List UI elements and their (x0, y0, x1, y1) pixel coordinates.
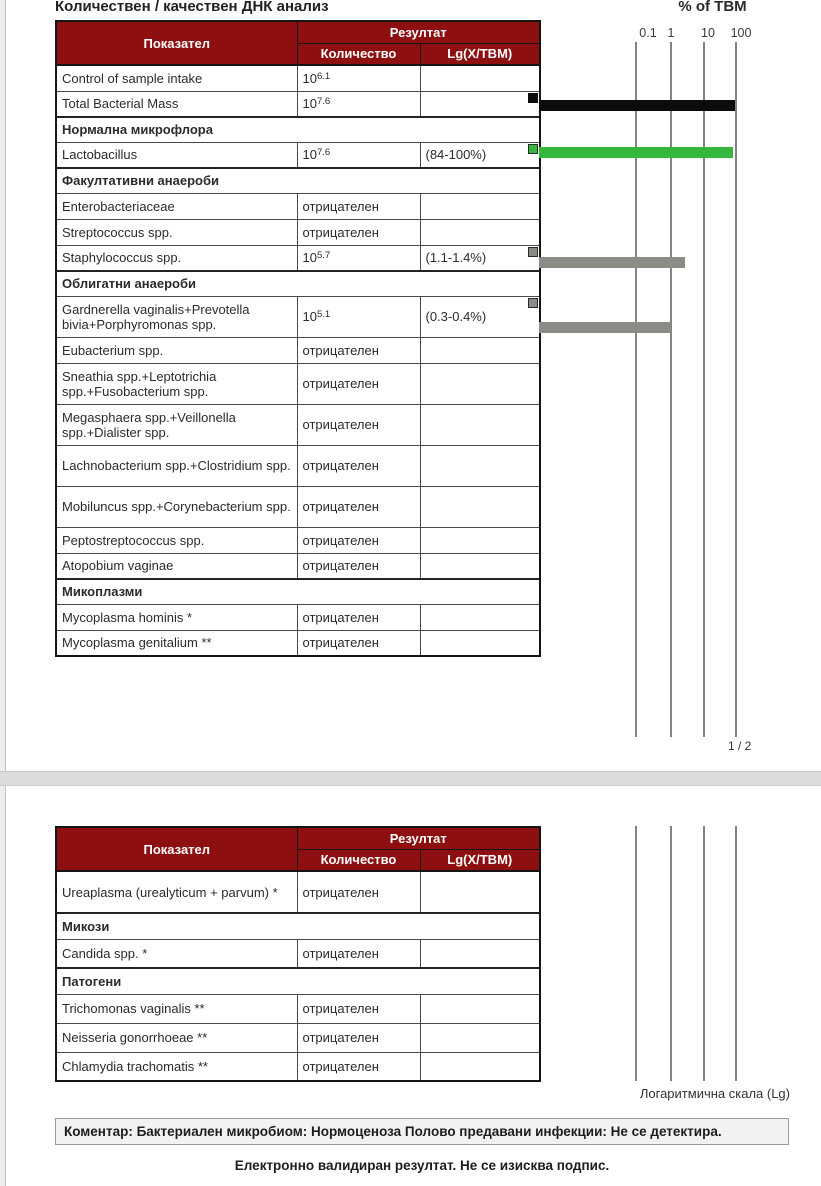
quantity-cell: отрицателен (297, 630, 420, 656)
quantity-cell: отрицателен (297, 193, 420, 219)
lg-cell (420, 1052, 540, 1081)
section-label: Микози (56, 913, 540, 939)
indicator-cell: Mycoplasma hominis * (56, 604, 297, 630)
indicator-cell: Staphylococcus spp. (56, 245, 297, 271)
bar-gardnerella (539, 322, 671, 333)
indicator-cell: Candida spp. * (56, 939, 297, 968)
lg-cell (420, 553, 540, 579)
header-indicator: Показател (56, 21, 297, 65)
table-row (56, 994, 540, 1023)
lg-cell (420, 363, 540, 404)
lg-cell (420, 219, 540, 245)
table-row (56, 871, 540, 913)
indicator-cell: Sneathia spp.+Leptotrichia spp.+Fusobacterium spp. (56, 363, 297, 404)
indicator-cell: Mycoplasma genitalium ** (56, 630, 297, 656)
indicator-cell: Peptostreptococcus spp. (56, 527, 297, 553)
bar-total-bacterial-mass (539, 100, 735, 111)
marker-square-icon (528, 144, 538, 154)
table-row (56, 142, 540, 168)
lg-cell (420, 91, 540, 117)
gridline-100 (735, 826, 737, 1081)
marker-square-icon (528, 298, 538, 308)
indicator-cell: Enterobacteriaceae (56, 193, 297, 219)
table-row (56, 404, 540, 445)
quantity-cell: $10^{6.1}$ (297, 65, 420, 91)
page-number: 1 / 2 (728, 739, 752, 753)
table-row (56, 337, 540, 363)
quantity-cell: отрицателен (297, 445, 420, 486)
table-row (56, 245, 540, 271)
quantity-cell: $10^{5.7}$ (297, 245, 420, 271)
indicator-cell: Eubacterium spp. (56, 337, 297, 363)
indicator-cell: Total Bacterial Mass (56, 91, 297, 117)
comment-box: Коментар: Бактериален микробиом: Нормоценоза Полово предавани инфекции: Не се детектира. (55, 1118, 789, 1145)
section-label: Патогени (56, 968, 540, 994)
page-title: Количествен / качествен ДНК анализ (55, 0, 329, 15)
axis-tick-0.1: 0.1 (639, 26, 657, 40)
header-lg: Lg(X/TBM) (420, 43, 540, 65)
table-row (56, 1023, 540, 1052)
quantity-cell: $10^{7.6}$ (297, 91, 420, 117)
axis-tick-1: 1 (667, 26, 675, 40)
table-row (56, 91, 540, 117)
header-result: Резултат (297, 21, 540, 43)
section-row (56, 968, 540, 994)
results-table-page2 (55, 826, 541, 1082)
section-label: Факултативни анаероби (56, 168, 540, 193)
lg-cell (420, 871, 540, 913)
indicator-cell: Lactobacillus (56, 142, 297, 168)
table-row (56, 1052, 540, 1081)
lg-cell (420, 1023, 540, 1052)
quantity-cell: отрицателен (297, 486, 420, 527)
quantity-cell: отрицателен (297, 219, 420, 245)
indicator-cell: Atopobium vaginae (56, 553, 297, 579)
indicator-cell: Trichomonas vaginalis ** (56, 994, 297, 1023)
gridline-0.1 (635, 826, 637, 1081)
gridline-100 (735, 42, 737, 737)
section-row (56, 579, 540, 604)
quantity-cell: отрицателен (297, 939, 420, 968)
table-row (56, 553, 540, 579)
lg-cell (420, 630, 540, 656)
log-scale-note: Логаритмична скала (Lg) (639, 1086, 790, 1101)
marker-square-icon (528, 247, 538, 257)
page-separator (0, 771, 821, 786)
chart-title: % of TBM (678, 0, 747, 15)
quantity-cell: отрицателен (297, 363, 420, 404)
header-quantity: Количество (297, 849, 420, 871)
validation-note: Електронно валидиран резултат. Не се изисква подпис. (234, 1158, 610, 1173)
table-row (56, 630, 540, 656)
indicator-cell: Streptococcus spp. (56, 219, 297, 245)
indicator-cell: Mobiluncus spp.+Corynebacterium spp. (56, 486, 297, 527)
gridline-1 (670, 826, 672, 1081)
header-result: Резултат (297, 827, 540, 849)
lg-cell: (84-100%) (420, 142, 540, 168)
axis-tick-100: 100 (730, 26, 752, 40)
lg-cell (420, 337, 540, 363)
quantity-cell: отрицателен (297, 553, 420, 579)
indicator-cell: Gardnerella vaginalis+Prevotella bivia+Porphyromonas spp. (56, 296, 297, 337)
results-table-page1 (55, 20, 541, 657)
quantity-cell: отрицателен (297, 871, 420, 913)
lg-cell (420, 445, 540, 486)
table-row (56, 65, 540, 91)
lg-cell (420, 65, 540, 91)
lg-cell (420, 939, 540, 968)
bar-lactobacillus (539, 147, 733, 158)
section-row (56, 117, 540, 142)
section-label: Облигатни анаероби (56, 271, 540, 296)
table-row (56, 219, 540, 245)
table-row (56, 193, 540, 219)
lg-cell (420, 994, 540, 1023)
quantity-cell: отрицателен (297, 337, 420, 363)
header-quantity: Количество (297, 43, 420, 65)
lg-cell (420, 404, 540, 445)
header-lg: Lg(X/TBM) (420, 849, 540, 871)
section-row (56, 913, 540, 939)
indicator-cell: Lachnobacterium spp.+Clostridium spp. (56, 445, 297, 486)
table-row (56, 486, 540, 527)
table-row (56, 363, 540, 404)
lg-cell: (1.1-1.4%) (420, 245, 540, 271)
quantity-cell: $10^{5.1}$ (297, 296, 420, 337)
table-row (56, 527, 540, 553)
marker-square-icon (528, 93, 538, 103)
lg-cell (420, 527, 540, 553)
lg-cell (420, 193, 540, 219)
indicator-cell: Megasphaera spp.+Veillonella spp.+Dialister spp. (56, 404, 297, 445)
lg-cell: (0.3-0.4%) (420, 296, 540, 337)
table-row (56, 445, 540, 486)
viewer-left-edge (0, 0, 6, 1186)
quantity-cell: отрицателен (297, 527, 420, 553)
table-row (56, 939, 540, 968)
section-row (56, 168, 540, 193)
table-row (56, 604, 540, 630)
gridline-10 (703, 826, 705, 1081)
quantity-cell: $10^{7.6}$ (297, 142, 420, 168)
quantity-cell: отрицателен (297, 604, 420, 630)
indicator-cell: Control of sample intake (56, 65, 297, 91)
table-row (56, 296, 540, 337)
bar-staphylococcus (539, 257, 685, 268)
quantity-cell: отрицателен (297, 1023, 420, 1052)
section-row (56, 271, 540, 296)
section-label: Микоплазми (56, 579, 540, 604)
section-label: Нормална микрофлора (56, 117, 540, 142)
quantity-cell: отрицателен (297, 994, 420, 1023)
header-indicator: Показател (56, 827, 297, 871)
quantity-cell: отрицателен (297, 1052, 420, 1081)
quantity-cell: отрицателен (297, 404, 420, 445)
lg-cell (420, 486, 540, 527)
indicator-cell: Ureaplasma (urealyticum + parvum) * (56, 871, 297, 913)
indicator-cell: Chlamydia trachomatis ** (56, 1052, 297, 1081)
axis-tick-10: 10 (701, 26, 715, 40)
indicator-cell: Neisseria gonorrhoeae ** (56, 1023, 297, 1052)
lg-cell (420, 604, 540, 630)
